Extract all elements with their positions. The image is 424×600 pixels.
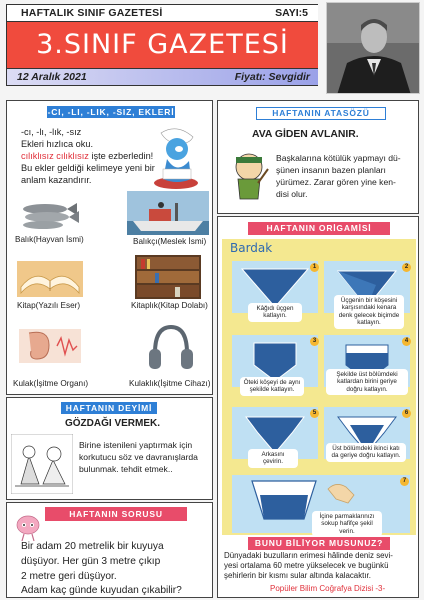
origami-step-1-text: Kâğıdı üçgen katlayın. — [248, 303, 302, 322]
didyouknow-banner: BUNU BİLİYOR MUSUNUZ? — [248, 537, 390, 550]
idiom-banner: HAFTANIN DEYİMİ — [61, 402, 157, 414]
book-caption: Kitap(Yazılı Eser) — [17, 301, 81, 310]
headphones-caption: Kulaklık(İşitme Cihazı) — [129, 379, 211, 388]
fish-caption: Balık(Hayvan İsmi) — [15, 235, 84, 244]
issue-date: 12 Aralık 2021 — [17, 71, 87, 83]
didyouknow-line-2: yesi ortalama 60 metre yükselecek ve bugünkü — [224, 561, 389, 570]
fisherman-caption: Balıkçı(Meslek İsmi) — [133, 237, 207, 246]
ear-caption: Kulak(İşitme Organı) — [13, 379, 89, 388]
hunter-cartoon — [228, 149, 270, 205]
origami-step-5-number: 5 — [310, 409, 319, 418]
origami-step-2-number: 2 — [402, 263, 411, 272]
origami-step-7-text: İçine parmaklarınızı sokup hafifçe şekil verin. — [312, 511, 382, 537]
origami-step-6-text: Üst bölümdeki ikinci katı da geriye doğru katlayın. — [326, 443, 406, 462]
origami-step-3-number: 3 — [310, 337, 319, 346]
idiom-panel — [6, 397, 213, 500]
brain-character — [15, 513, 41, 543]
fish-picture — [17, 195, 81, 231]
origami-step-4-number: 4 — [402, 337, 411, 346]
ear-picture — [19, 329, 81, 363]
idiom-line-1: Birine istenileni yaptırmak için — [79, 440, 193, 450]
question-banner: HAFTANIN SORUSU — [45, 507, 187, 521]
price-label: Fiyatı: Sevgidir — [234, 71, 310, 83]
question-line-1: Bir adam 20 metrelik bir kuyuya — [21, 541, 164, 552]
proverb-panel — [217, 100, 419, 214]
question-line-3: 2 metre geri düşüyor. — [21, 571, 117, 582]
headphones-picture — [147, 321, 195, 373]
book-picture — [17, 261, 83, 297]
origami-name: Bardak — [230, 241, 273, 255]
didyouknow-line-3: şehirlerin bir kısmı sular altında kalacaktır. — [224, 571, 371, 580]
suffix-line-4: Bu ekler geldiği kelimeye yeni bir — [21, 163, 155, 173]
issue-number: SAYI:5 — [275, 7, 308, 19]
newspaper-title-bar — [6, 22, 318, 68]
didyouknow-line-1: Dünyadaki buzulların erimesi hâlinde deniz sevi- — [224, 551, 393, 560]
suffix-line-3-rest: işte ezberledin! — [88, 151, 154, 161]
question-line-4: Adam kaç günde kuyudan çıkabilir? — [21, 585, 182, 596]
proverb-line-3: yürümez. Zarar gören yine ken- — [276, 177, 396, 187]
header-top-strip — [6, 4, 318, 22]
proverb-line-4: disi olur. — [276, 189, 308, 199]
proverb-title: AVA GİDEN AVLANIR. — [252, 129, 359, 140]
header-subtitle: HAFTALIK SINIF GAZETESİ — [21, 7, 163, 19]
origami-step-4-text: Şekilde üst bölümdeki katlardan birini geriye doğru katlayın. — [326, 369, 408, 395]
header-bottom-strip — [6, 68, 318, 86]
suffix-line-2: Ekleri hızlıca oku. — [21, 139, 93, 149]
origami-step-2-text: Üçgenin bir köşesini karşısındaki kenara denk gelecek biçimde katlayın. — [334, 295, 404, 329]
newspaper-title: 3.SINIF GAZETESİ — [36, 29, 289, 60]
origami-panel — [217, 216, 419, 598]
suffix-panel — [6, 100, 213, 395]
suffix-line-3 — [21, 151, 153, 163]
idiom-title: GÖZDAĞI VERMEK. — [65, 418, 161, 429]
origami-step-1-number: 1 — [310, 263, 319, 272]
question-panel — [6, 502, 213, 598]
question-line-2: düşüyor. Her gün 3 metre çıkıp — [21, 556, 161, 567]
idiom-line-3: bulunmak. tehdit etmek.. — [79, 464, 173, 474]
portrait-photo — [326, 2, 420, 94]
idiom-cartoon — [11, 434, 73, 494]
newspaper-header — [0, 0, 424, 96]
proverb-line-2: şünen insanın bazen planları — [276, 165, 386, 175]
origami-step-7-number: 7 — [400, 477, 409, 486]
origami-step-5-text: Arkasını çevirin. — [248, 449, 298, 468]
bookshelf-caption: Kitaplık(Kitap Dolabı) — [131, 301, 208, 310]
bookshelf-picture — [135, 255, 201, 299]
smurf-illustration — [149, 125, 203, 191]
origami-step-6-number: 6 — [402, 409, 411, 418]
fisherman-picture — [127, 191, 209, 235]
didyouknow-source: Popüler Bilim Coğrafya Dizisi -3- — [270, 584, 386, 593]
proverb-line-1: Başkalarına kötülük yapmayı dü- — [276, 153, 401, 163]
suffix-red-words: cılıklısız cılıklısız — [21, 151, 89, 161]
origami-banner: HAFTANIN ORİGAMİSİ — [248, 222, 390, 235]
origami-sheet — [222, 239, 416, 535]
suffix-banner: -CI, -LI, -LIK, -SIZ, EKLERİ — [47, 107, 175, 117]
suffix-line-5: anlam kazandırır. — [21, 175, 92, 185]
proverb-banner: HAFTANIN ATASÖZÜ — [256, 107, 386, 120]
origami-step-3-text: Öteki köşeyi de aynı şekilde katlayın. — [240, 377, 304, 396]
suffix-line-1: -cı, -lı, -lık, -sız — [21, 127, 82, 137]
idiom-line-2: korkutucu söz ve davranışlarda — [79, 452, 198, 462]
